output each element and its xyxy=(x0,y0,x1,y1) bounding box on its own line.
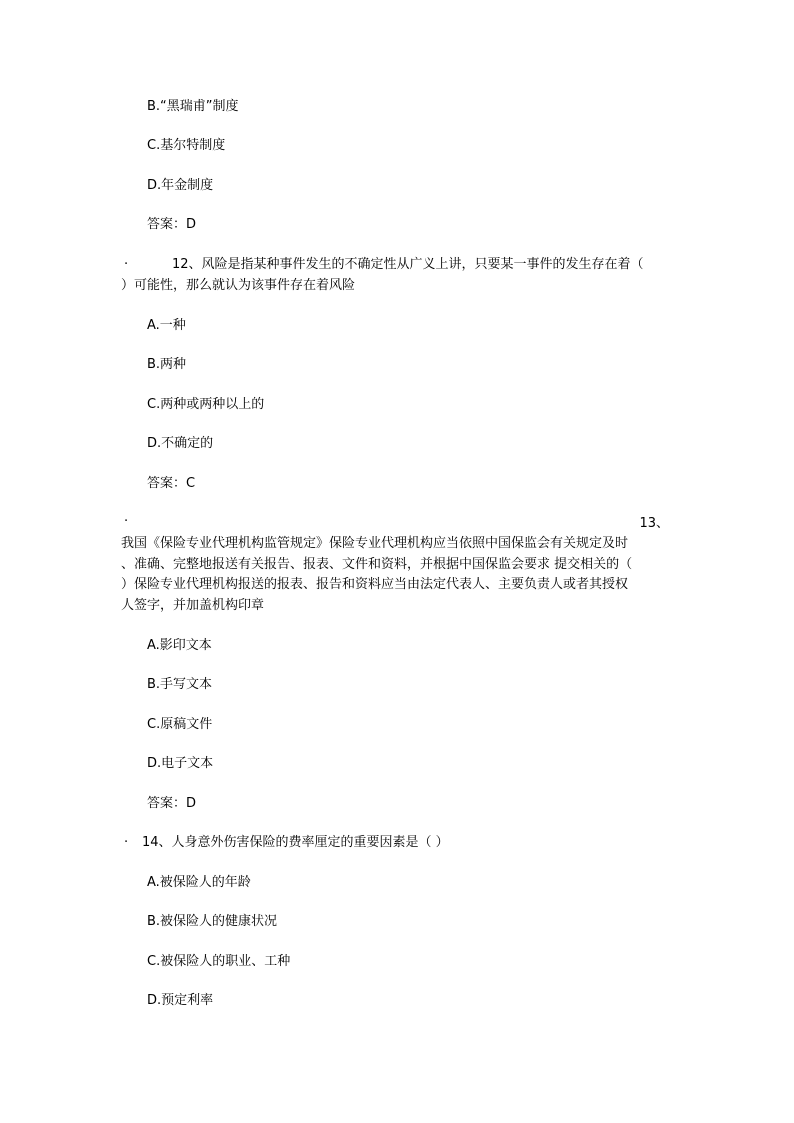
q13-line-3: ）保险专业代理机构报送的报表、报告和资料应当由法定代表人、主要负责人或者其授权 xyxy=(121,577,629,592)
q12-answer: 答案：C xyxy=(147,476,196,491)
q12-line-1: 12、风险是指某种事件发生的不确定性从广义上讲，只要某一事件的发生存在着（ xyxy=(172,257,644,272)
q14-option-d: D.预定利率 xyxy=(147,993,214,1008)
q14-option-c: C.被保险人的职业、工种 xyxy=(147,954,291,969)
q13-option-b: B.手写文本 xyxy=(147,677,213,692)
q12-option-a: A.一种 xyxy=(147,318,186,333)
q13-option-d: D.电子文本 xyxy=(147,756,214,771)
q11-option-b: B.“黑瑞甫”制度 xyxy=(147,99,239,114)
q13-bullet: · xyxy=(124,514,129,529)
q14-bullet: · xyxy=(124,835,129,850)
q13-line-4: 人签字，并加盖机构印章 xyxy=(121,598,265,613)
q12-option-d: D.不确定的 xyxy=(147,436,214,451)
q13-answer: 答案：D xyxy=(147,796,197,811)
q14-option-a: A.被保险人的年龄 xyxy=(147,875,251,890)
q12-bullet: · xyxy=(124,257,129,272)
q13-option-a: A.影印文本 xyxy=(147,638,212,653)
q11-answer: 答案：D xyxy=(147,217,197,232)
q11-option-c: C.基尔特制度 xyxy=(147,138,226,153)
q13-line-1: 我国《保险专业代理机构监管规定》保险专业代理机构应当依照中国保监会有关规定及时 xyxy=(121,536,629,551)
q12-option-c: C.两种或两种以上的 xyxy=(147,397,265,412)
q14-text: 14、人身意外伤害保险的费率厘定的重要因素是（ ） xyxy=(142,835,449,850)
q12-line-2: ）可能性，那么就认为该事件存在着风险 xyxy=(121,278,356,293)
q14-option-b: B.被保险人的健康状况 xyxy=(147,914,278,929)
q11-option-d: D.年金制度 xyxy=(147,178,214,193)
q13-number: 13、 xyxy=(639,516,669,531)
q13-line-2: 、准确、完整地报送有关报告、报表、文件和资料，并根据中国保监会要求 提交相关的（ xyxy=(121,557,633,572)
q13-option-c: C.原稿文件 xyxy=(147,717,213,732)
q12-option-b: B.两种 xyxy=(147,357,187,372)
